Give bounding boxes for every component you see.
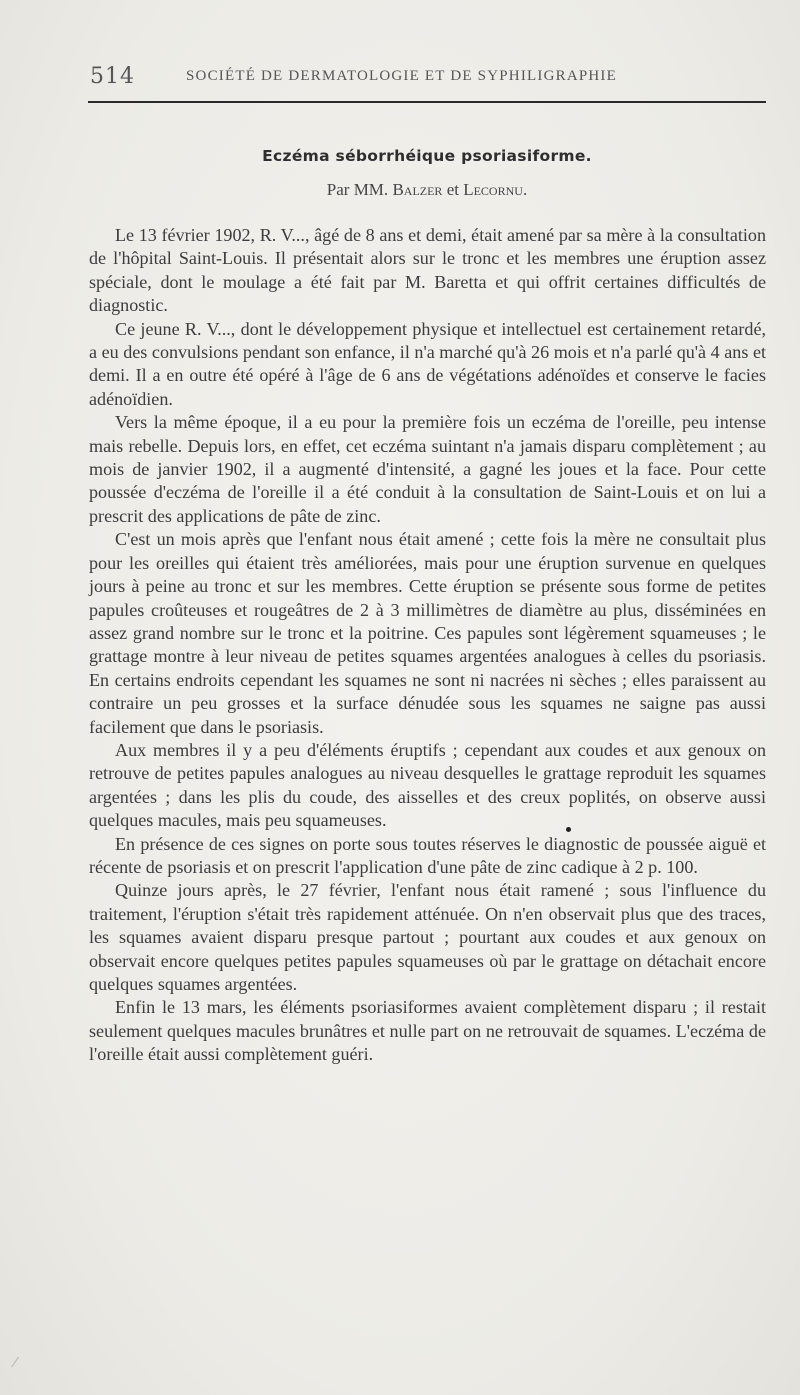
article-title: Eczéma séborrhéique psoriasiforme. [262, 147, 592, 165]
article-authors [88, 180, 766, 200]
running-head: SOCIÉTÉ DE DERMATOLOGIE ET DE SYPHILIGRAPHIE [186, 68, 617, 84]
authors-prefix: Par MM. [326, 180, 389, 199]
authors-conjunction: et [446, 180, 459, 199]
page-number: 514 [90, 64, 135, 89]
ink-dot-mark [566, 827, 571, 832]
paragraph-1: Le 13 février 1902, R. V..., âgé de 8 ans et demi, était amené par sa mère à la consultation de l'hôpital Saint-Louis. Il présentait alors sur le tronc et les membres une éruption assez spéciale, dont le moulage a été fait par M. Baretta et qui offrit certaines difficultés de diagnostic. [89, 225, 766, 316]
paragraph-3: Vers la même époque, il a eu pour la première fois un eczéma de l'oreille, peu intense mais rebelle. Depuis lors, en effet, cet eczéma suintant n'a jamais disparu complètement ; au mois de janvier 1902, il a augmenté d'intensité, a gagné les joues et la face. Pour cette poussée d'eczéma de l'oreille il a été conduit à la consultation de Saint-Louis et on lui a prescrit des applications de pâte de zinc. [89, 412, 766, 526]
paragraph-6: En présence de ces signes on porte sous toutes réserves le diagnostic de poussée aiguë et récente de psoriasis et on prescrit l'application d'une pâte de zinc cadique à 2 p. 100. [89, 833, 766, 877]
article-body [89, 224, 766, 1067]
header-rule [88, 101, 766, 103]
paragraph-7: Quinze jours après, le 27 février, l'enfant nous était ramené ; sous l'influence du traitement, l'éruption s'était très rapidement atténuée. On n'en observait plus que des traces, les squames avaient disparu presque partout ; pourtant aux coudes et aux genoux on observait encore quelques petites papules squameuses où par le grattage on détachait encore quelques squames argentées. [89, 880, 766, 994]
author-balzer: Balzer [392, 180, 443, 199]
page-header [90, 62, 765, 92]
author-lecornu: Lecornu. [463, 180, 528, 199]
paragraph-4: C'est un mois après que l'enfant nous était amené ; cette fois la mère ne consultait plus pour les oreilles qui étaient très améliorées, mais pour une éruption survenue en quelques jours à peine au tronc et sur les membres. Cette éruption se présente sous forme de petites papules croûteuses et rougeâtres de 2 à 3 millimètres de diamètre au plus, disséminées en assez grand nombre sur le tronc et la poitrine. Ces papules sont légèrement squameuses ; le grattage montre à leur niveau de petites squames argentées analogues à celles du psoriasis. En certains endroits cependant les squames ne sont ni nacrées ni sèches ; elles paraissent au contraire un peu grosses et la surface dénudée sous les squames ne saigne pas aussi facilement que dans le psoriasis. [89, 529, 766, 737]
paper-speck-mark [11, 1357, 24, 1371]
paragraph-5: Aux membres il y a peu d'éléments éruptifs ; cependant aux coudes et aux genoux on retrouve de petites papules analogues au niveau desquelles le grattage reproduit les squames argentées ; dans les plis du coude, des aisselles et des creux poplités, on observe aussi quelques macules, mais peu squameuses. [89, 739, 766, 831]
paragraph-2: Ce jeune R. V..., dont le développement physique et intellectuel est certainement retardé, a eu des convulsions pendant son enfance, il n'a marché qu'à 26 mois et n'a parlé qu'à 4 ans et demi. Il a en outre été opéré à l'âge de 6 ans de végétations adénoïdes et conserve le facies adénoïdien. [89, 318, 766, 409]
paragraph-8: Enfin le 13 mars, les éléments psoriasiformes avaient complètement disparu ; il restait seulement quelques macules brunâtres et nulle part on ne retrouvait de squames. L'eczéma de l'oreille était aussi complètement guéri. [89, 997, 766, 1065]
